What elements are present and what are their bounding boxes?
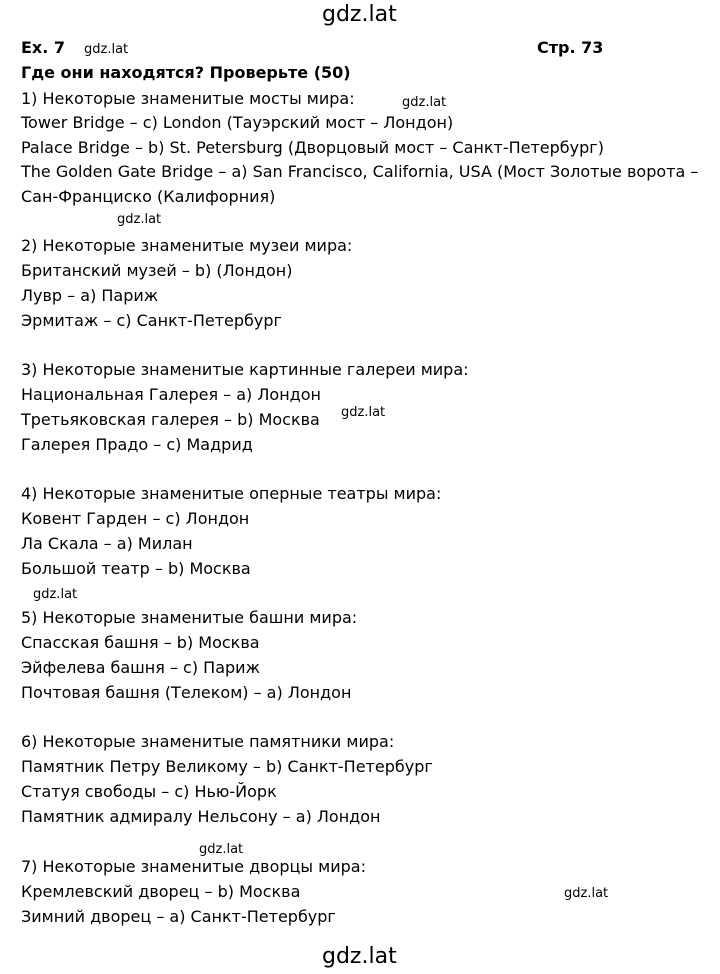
section-heading: 1) Некоторые знаменитые мосты мира: bbox=[21, 89, 355, 108]
exercise-number: Ex. 7 bbox=[21, 38, 66, 57]
watermark-top: gdz.lat bbox=[322, 2, 397, 27]
answer-line: Ла Скала – a) Милан bbox=[21, 534, 193, 553]
answer-line: Памятник адмиралу Нельсону – a) Лондон bbox=[21, 807, 381, 826]
section-heading: 7) Некоторые знаменитые дворцы мира: bbox=[21, 857, 366, 876]
watermark: gdz.lat bbox=[402, 95, 447, 110]
answer-line: Спасская башня – b) Москва bbox=[21, 633, 260, 652]
answer-line: Tower Bridge – c) London (Тауэрский мост – Лондон) bbox=[21, 113, 454, 132]
watermark: gdz.lat bbox=[117, 212, 162, 227]
answer-line: Palace Bridge – b) St. Petersburg (Дворцовый мост – Санкт-Петербург) bbox=[21, 138, 604, 157]
answer-line: Британский музей – b) (Лондон) bbox=[21, 261, 293, 280]
section-heading: 6) Некоторые знаменитые памятники мира: bbox=[21, 732, 395, 751]
answer-line: Памятник Петру Великому – b) Санкт-Петербург bbox=[21, 757, 433, 776]
watermark-bottom: gdz.lat bbox=[322, 944, 397, 969]
section-heading: 3) Некоторые знаменитые картинные галереи мира: bbox=[21, 360, 469, 379]
answer-line: Статуя свободы – c) Нью-Йорк bbox=[21, 782, 277, 801]
section-heading: 5) Некоторые знаменитые башни мира: bbox=[21, 608, 358, 627]
answer-line: Эрмитаж – c) Санкт-Петербург bbox=[21, 311, 282, 330]
exercise-title: Где они находятся? Проверьте (50) bbox=[21, 63, 351, 82]
watermark: gdz.lat bbox=[84, 42, 129, 57]
answer-line: Эйфелева башня – c) Париж bbox=[21, 658, 260, 677]
watermark: gdz.lat bbox=[564, 886, 609, 901]
answer-line: Ковент Гарден – c) Лондон bbox=[21, 509, 250, 528]
answer-line: Почтовая башня (Телеком) – a) Лондон bbox=[21, 683, 352, 702]
answer-line: The Golden Gate Bridge – a) San Francisco, California, USA (Мост Золотые ворота – Сан-Франциско (Калифорния) bbox=[21, 162, 699, 206]
answer-line: Кремлевский дворец – b) Москва bbox=[21, 882, 301, 901]
watermark: gdz.lat bbox=[33, 587, 78, 602]
answer-line: Большой театр – b) Москва bbox=[21, 559, 251, 578]
answer-line: Галерея Прадо – c) Мадрид bbox=[21, 435, 253, 454]
page-number: Стр. 73 bbox=[537, 38, 604, 57]
answer-line: Третьяковская галерея – b) Москва bbox=[21, 410, 320, 429]
watermark: gdz.lat bbox=[341, 405, 386, 420]
watermark: gdz.lat bbox=[199, 842, 244, 857]
answer-line: Национальная Галерея – a) Лондон bbox=[21, 385, 321, 404]
section-heading: 2) Некоторые знаменитые музеи мира: bbox=[21, 236, 353, 255]
section-heading: 4) Некоторые знаменитые оперные театры мира: bbox=[21, 484, 442, 503]
answer-line: Зимний дворец – a) Санкт-Петербург bbox=[21, 907, 336, 926]
answer-line: Лувр – a) Париж bbox=[21, 286, 159, 305]
